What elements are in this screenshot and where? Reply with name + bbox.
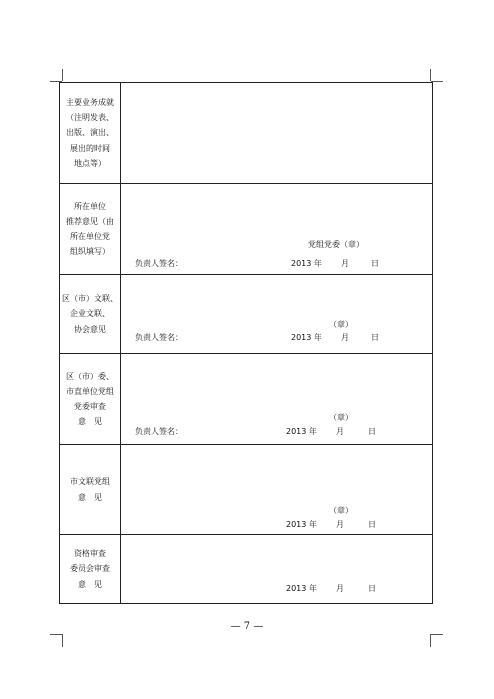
crop-mark-bottom-right: [431, 634, 443, 635]
row-label-party-review: 区（市）委、 市直单位党组 党委审查 意 见: [60, 354, 121, 445]
party-review-field[interactable]: [121, 354, 433, 445]
crop-mark-top-right: [430, 69, 431, 81]
date-month: 月: [336, 584, 344, 593]
stamp-label: （章）: [329, 320, 353, 329]
qualification-committee-field[interactable]: [121, 535, 433, 604]
date-day: 日: [371, 259, 379, 268]
crop-mark-top-left: [62, 69, 63, 81]
date-day: 日: [368, 427, 376, 436]
achievements-field[interactable]: [121, 83, 433, 184]
date-year: 2013 年: [291, 333, 322, 342]
date-day: 日: [368, 584, 376, 593]
date-year: 2013 年: [291, 259, 322, 268]
date-year: 2013 年: [286, 584, 317, 593]
row-label-qualification-committee: 资格审查 委员会审查 意 见: [60, 535, 121, 604]
crop-mark-bottom-left: [50, 634, 62, 635]
date-month: 月: [336, 520, 344, 529]
stamp-label: （章）: [329, 413, 353, 422]
row-label-city-federation: 市文联党组 意 见: [60, 445, 121, 535]
federation-opinion-field[interactable]: [121, 275, 433, 354]
row-label-unit-recommendation: 所在单位 推荐意见（由 所在单位党 组织填写）: [60, 184, 121, 275]
date-month: 月: [341, 259, 349, 268]
date-year: 2013 年: [286, 427, 317, 436]
stamp-label: （章）: [329, 506, 353, 515]
date-day: 日: [371, 333, 379, 342]
signature-label: 负责人签名：: [135, 427, 183, 436]
unit-recommendation-field[interactable]: [121, 184, 433, 275]
date-year: 2013 年: [286, 520, 317, 529]
table-row: [60, 83, 433, 184]
signature-label: 负责人签名：: [135, 333, 183, 342]
row-label-achievements: 主要业务成就 （注明发表、 出版、演出、 展出的时间 地点等）: [60, 83, 121, 184]
stamp-label: 党组党委（章）: [308, 240, 364, 249]
table-row: [60, 354, 433, 445]
page-number: — 7 —: [230, 621, 264, 632]
table-row: [60, 535, 433, 604]
date-day: 日: [368, 520, 376, 529]
table-row: [60, 445, 433, 535]
date-month: 月: [341, 333, 349, 342]
crop-mark-bottom-left: [62, 634, 63, 647]
date-month: 月: [336, 427, 344, 436]
table-row: [60, 184, 433, 275]
approval-form-table: [59, 82, 433, 604]
city-federation-field[interactable]: [121, 445, 433, 535]
row-label-federation-opinion: 区（市）文联、 企业文联、 协会意见: [60, 275, 121, 354]
signature-label: 负责人签名：: [135, 259, 183, 268]
table-row: [60, 275, 433, 354]
crop-mark-bottom-right: [430, 634, 431, 647]
